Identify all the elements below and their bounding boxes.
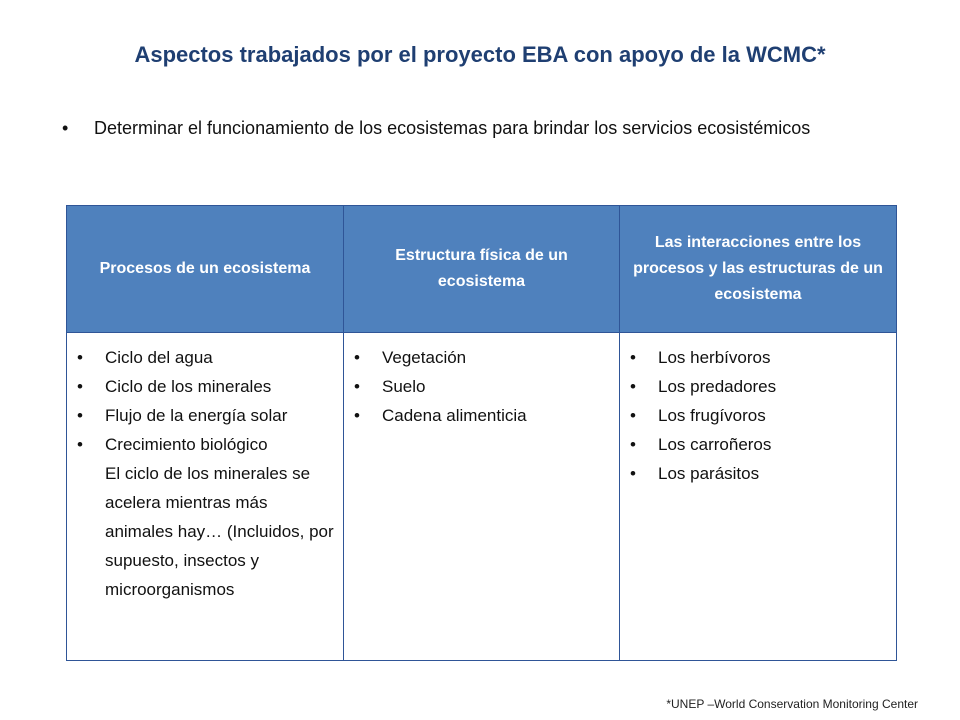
list-item-text: Los parásitos xyxy=(658,464,760,483)
bullet-marker: • xyxy=(630,348,636,367)
bullet-marker: • xyxy=(77,377,83,396)
list-item-text: Flujo de la energía solar xyxy=(105,406,288,425)
cell-interacciones xyxy=(620,333,897,661)
list-item xyxy=(630,459,890,488)
header-interacciones: Las interacciones entre los procesos y las estructuras de un ecosistema xyxy=(620,206,897,333)
header-estructura: Estructura física de un ecosistema xyxy=(344,206,620,333)
bullet-marker: • xyxy=(77,348,83,367)
ecosystem-table xyxy=(66,205,897,661)
bullet-marker: • xyxy=(77,406,83,425)
procesos-list xyxy=(77,343,337,459)
slide-title: Aspectos trabajados por el proyecto EBA con apoyo de la WCMC* xyxy=(134,42,826,67)
table-header-row xyxy=(67,206,897,333)
list-item-text: Vegetación xyxy=(382,348,467,367)
list-item-text: Cadena alimenticia xyxy=(382,406,527,425)
bullet-marker: • xyxy=(77,435,83,454)
bullet-marker: • xyxy=(62,118,69,138)
bullet-marker: • xyxy=(354,377,360,396)
interacciones-list xyxy=(630,343,890,488)
intro-bullet-paragraph xyxy=(62,116,882,141)
list-item xyxy=(354,343,613,372)
list-item-text: Ciclo del agua xyxy=(105,348,213,367)
footnote: *UNEP –World Conservation Monitoring Center xyxy=(666,697,918,711)
procesos-note: El ciclo de los minerales se acelera mientras más animales hay… (Incluidos, por supuesto, insectos y microorganismos xyxy=(105,464,334,599)
header-procesos: Procesos de un ecosistema xyxy=(67,206,344,333)
list-item xyxy=(77,343,337,372)
list-item xyxy=(354,372,613,401)
bullet-marker: • xyxy=(630,464,636,483)
list-item xyxy=(354,401,613,430)
bullet-marker: • xyxy=(354,406,360,425)
list-item-text: Suelo xyxy=(382,377,426,396)
list-item xyxy=(77,401,337,430)
list-item xyxy=(77,430,337,459)
list-item-text: Ciclo de los minerales xyxy=(105,377,272,396)
list-item xyxy=(630,372,890,401)
list-item-text: Los frugívoros xyxy=(658,406,766,425)
table-row xyxy=(67,333,897,661)
list-item-text: Crecimiento biológico xyxy=(105,435,268,454)
bullet-marker: • xyxy=(630,377,636,396)
cell-estructura xyxy=(344,333,620,661)
list-item xyxy=(77,372,337,401)
list-item xyxy=(630,401,890,430)
cell-procesos xyxy=(67,333,344,661)
bullet-marker: • xyxy=(630,435,636,454)
list-item-text: Los predadores xyxy=(658,377,777,396)
list-item xyxy=(630,430,890,459)
estructura-list xyxy=(354,343,613,430)
bullet-marker: • xyxy=(354,348,360,367)
intro-text: Determinar el funcionamiento de los ecosistemas para brindar los servicios ecosistémicos xyxy=(94,118,811,138)
bullet-marker: • xyxy=(630,406,636,425)
list-item-text: Los herbívoros xyxy=(658,348,771,367)
list-item xyxy=(630,343,890,372)
list-item-text: Los carroñeros xyxy=(658,435,772,454)
